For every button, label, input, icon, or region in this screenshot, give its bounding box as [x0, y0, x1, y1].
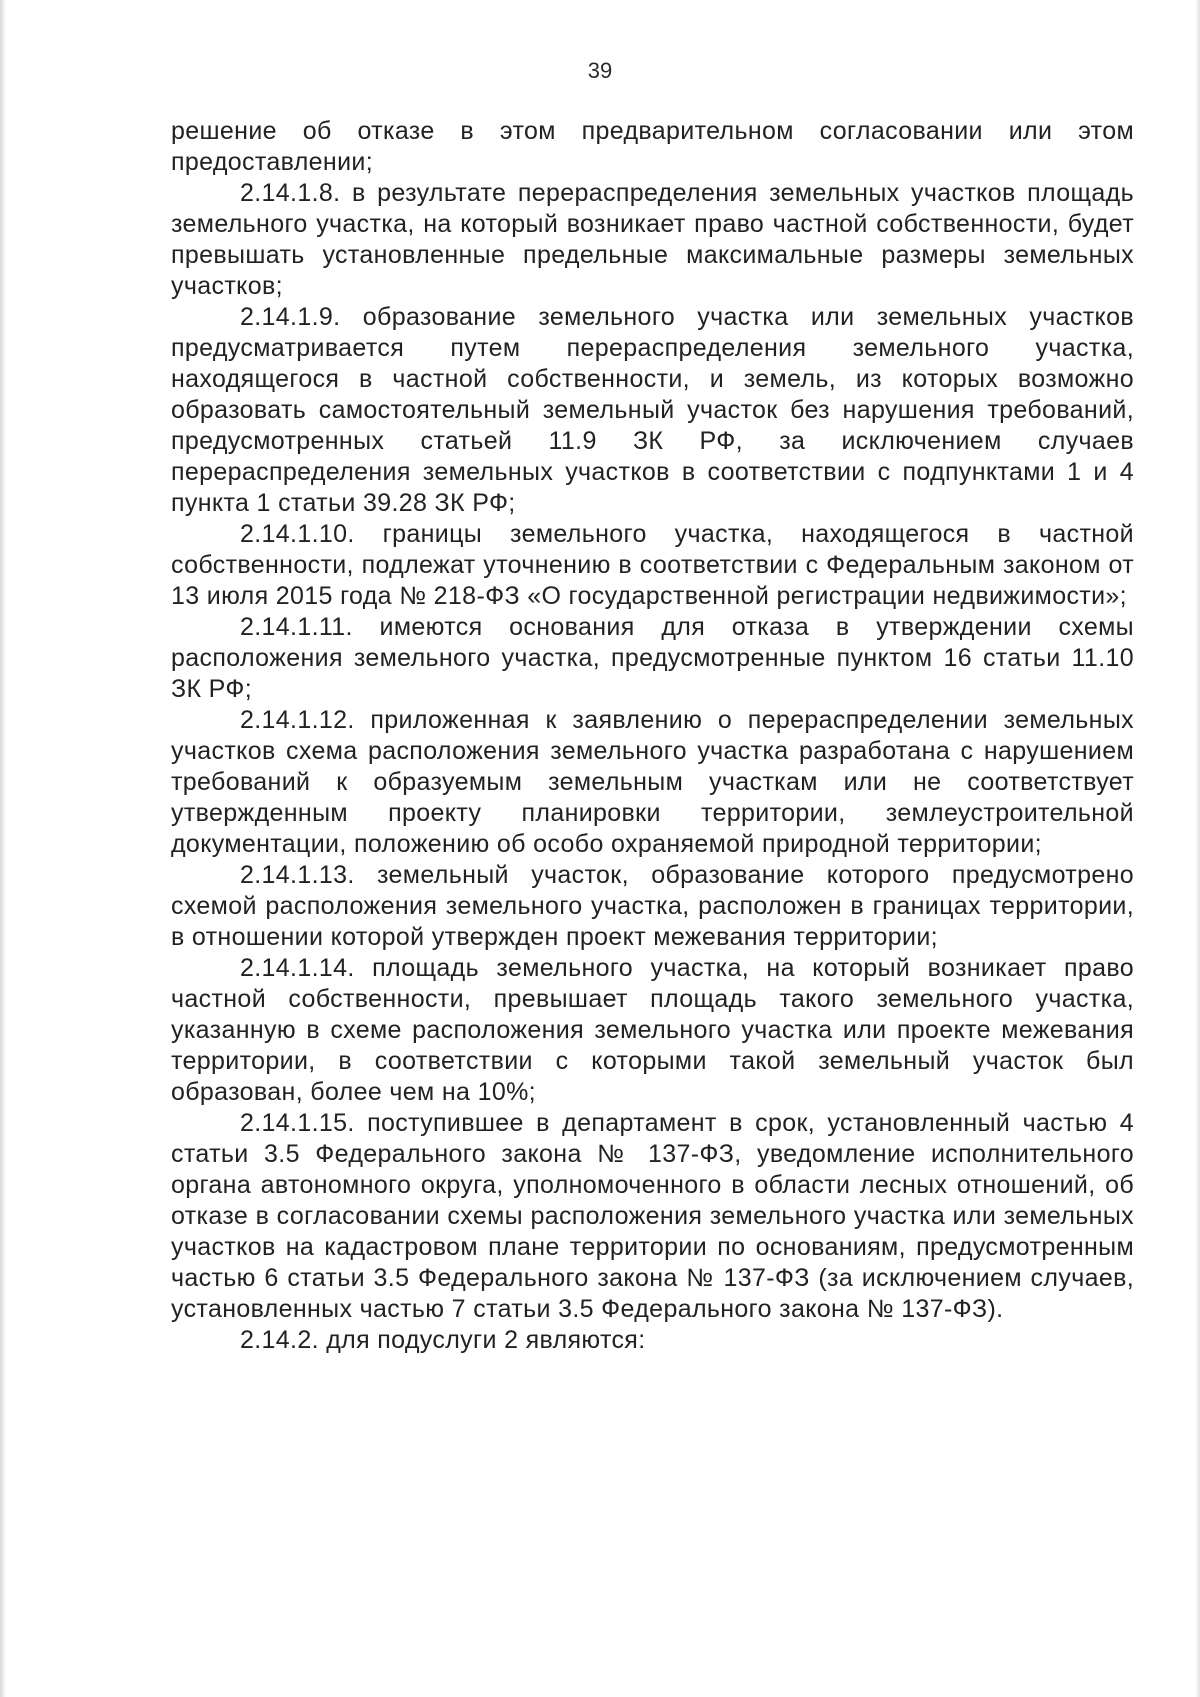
paragraph-2-14-1-10: 2.14.1.10. границы земельного участка, находящегося в частной собственности, подлежат уточнению в соответствии с Федеральным законом от 13 июля 2015 года № 218-ФЗ «О государственной регистрации недвижимости»; — [171, 520, 1134, 610]
scan-edge-right — [1195, 0, 1200, 1697]
document-body — [171, 116, 1134, 1356]
paragraph-2-14-1-12: 2.14.1.12. приложенная к заявлению о перераспределении земельных участков схема расположения земельного участка разработана с нарушением требований к образуемым земельным участкам или не соответствует утвержденным проекту планировки территории, землеустроительной документации, положению об особо охраняемой природной территории; — [171, 706, 1134, 858]
paragraph-continuation: решение об отказе в этом предварительном согласовании или этом предоставлении; — [171, 117, 1134, 176]
page-number: 39 — [587, 58, 613, 83]
scan-edge-left — [0, 0, 6, 1697]
paragraph-2-14-1-8: 2.14.1.8. в результате перераспределения земельных участков площадь земельного участка, на который возникает право частной собственности, будет превышать установленные предельные максимальные размеры земельных участков; — [171, 179, 1134, 300]
paragraph-2-14-2: 2.14.2. для подуслуги 2 являются: — [240, 1326, 646, 1354]
paragraph-2-14-1-13: 2.14.1.13. земельный участок, образование которого предусмотрено схемой расположения земельного участка, расположен в границах территории, в отношении которой утвержден проект межевания территории; — [171, 861, 1134, 951]
paragraph-2-14-1-15: 2.14.1.15. поступившее в департамент в срок, установленный частью 4 статьи 3.5 Федерального закона № 137-ФЗ, уведомление исполнительного органа автономного округа, уполномоченного в области лесных отношений, об отказе в согласовании схемы расположения земельного участка или земельных участков на кадастровом плане территории по основаниям, предусмотренным частью 6 статьи 3.5 Федерального закона № 137-ФЗ (за исключением случаев, установленных частью 7 статьи 3.5 Федерального закона № 137-ФЗ). — [171, 1109, 1134, 1323]
paragraph-2-14-1-14: 2.14.1.14. площадь земельного участка, на который возникает право частной собственности, превышает площадь такого земельного участка, указанную в схеме расположения земельного участка или проекте межевания территории, в соответствии с которыми такой земельный участок был образован, более чем на 10%; — [171, 954, 1134, 1106]
paragraph-2-14-1-11: 2.14.1.11. имеются основания для отказа в утверждении схемы расположения земельного участка, предусмотренные пунктом 16 статьи 11.10 ЗК РФ; — [171, 613, 1134, 703]
paragraph-2-14-1-9: 2.14.1.9. образование земельного участка или земельных участков предусматривается путем перераспределения земельного участка, находящегося в частной собственности, и земель, из которых возможно образовать самостоятельный земельный участок без нарушения требований, предусмотренных статьей 11.9 ЗК РФ, за исключением случаев перераспределения земельных участков в соответствии с подпунктами 1 и 4 пункта 1 статьи 39.28 ЗК РФ; — [171, 303, 1134, 517]
